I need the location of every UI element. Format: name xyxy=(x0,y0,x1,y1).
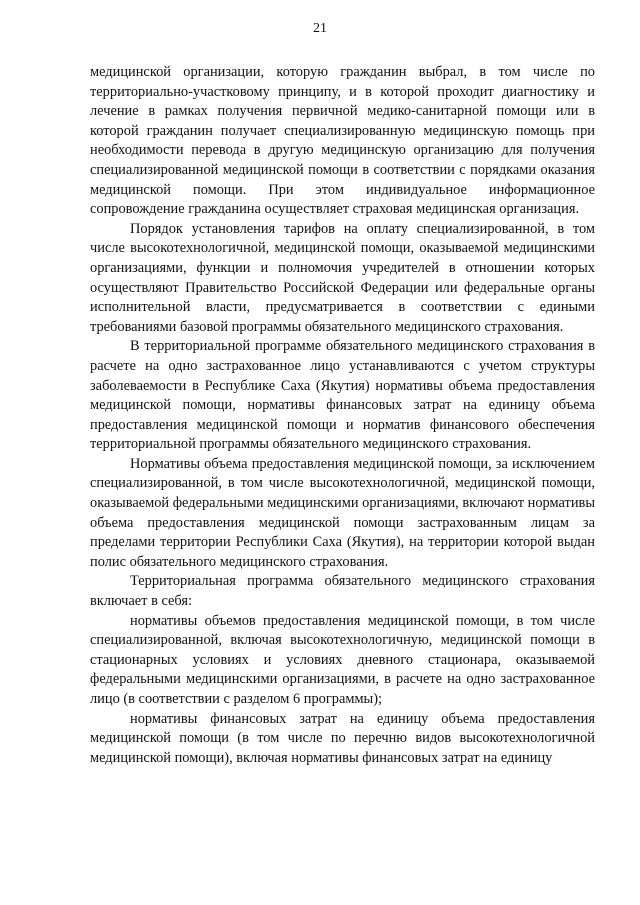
paragraph-program-includes: Территориальная программа обязательного медицинского страхования включает в себя: xyxy=(90,573,595,610)
paragraph-volume-norms: Нормативы объема предоставления медицинской помощи, за исключением специализированной, в том числе высокотехнологичной, медицинской помощи, оказываемой федеральными медицинскими организациями, включают нормативы объема предоставления медицинской помощи застрахованным лицам за пределами территории Республики Саха (Якутия), на территории которой выдан полис обязательного медицинского страхования. xyxy=(90,455,595,570)
document-body xyxy=(90,63,595,768)
page-number: 21 xyxy=(313,21,327,36)
paragraph-tariffs: Порядок установления тарифов на оплату специализированной, в том числе высокотехнологичной, медицинской помощи, оказываемой медицинскими организациями, функции и полномочия учредителей в отношении которых осуществляют Правительство Российской Федерации или федеральные органы исполнительной власти, предусматривается в соответствии с едиными требованиями базовой программы обязательного медицинского страхования. xyxy=(90,220,595,335)
paragraph-continuation: медицинской организации, которую гражданин выбрал, в том числе по территориально-участковому принципу, и в которой проходит диагностику и лечение в рамках получения первичной медико-санитарной помощи или в которой гражданин получает специализированную медицинскую помощь при необходимости перевода в другую медицинскую организацию для получения специализированной медицинской помощи в соответствии с порядками оказания медицинской помощи. При этом индивидуальное информационное сопровождение гражданина осуществляет страховая медицинская организация. xyxy=(90,64,595,218)
paragraph-territorial-program: В территориальной программе обязательного медицинского страхования в расчете на одно застрахованное лицо устанавливаются с учетом структуры заболеваемости в Республике Саха (Якутия) нормативы объема предоставления медицинской помощи, нормативы финансовых затрат на единицу объема предоставления медицинской помощи и норматив финансового обеспечения территориальной программы обязательного медицинского страхования. xyxy=(90,338,595,453)
paragraph-list-item-volumes: нормативы объемов предоставления медицинской помощи, в том числе специализированной, включая высокотехнологичную, медицинской помощи в стационарных условиях и условиях дневного стационара, оказываемой федеральными медицинскими организациями, в расчете на одно застрахованное лицо (в соответствии с разделом 6 программы); xyxy=(90,612,595,707)
paragraph-list-item-costs: нормативы финансовых затрат на единицу объема предоставления медицинской помощи (в том числе по перечню видов высокотехнологичной медицинской помощи), включая нормативы финансовых затрат на единицу xyxy=(90,710,595,766)
